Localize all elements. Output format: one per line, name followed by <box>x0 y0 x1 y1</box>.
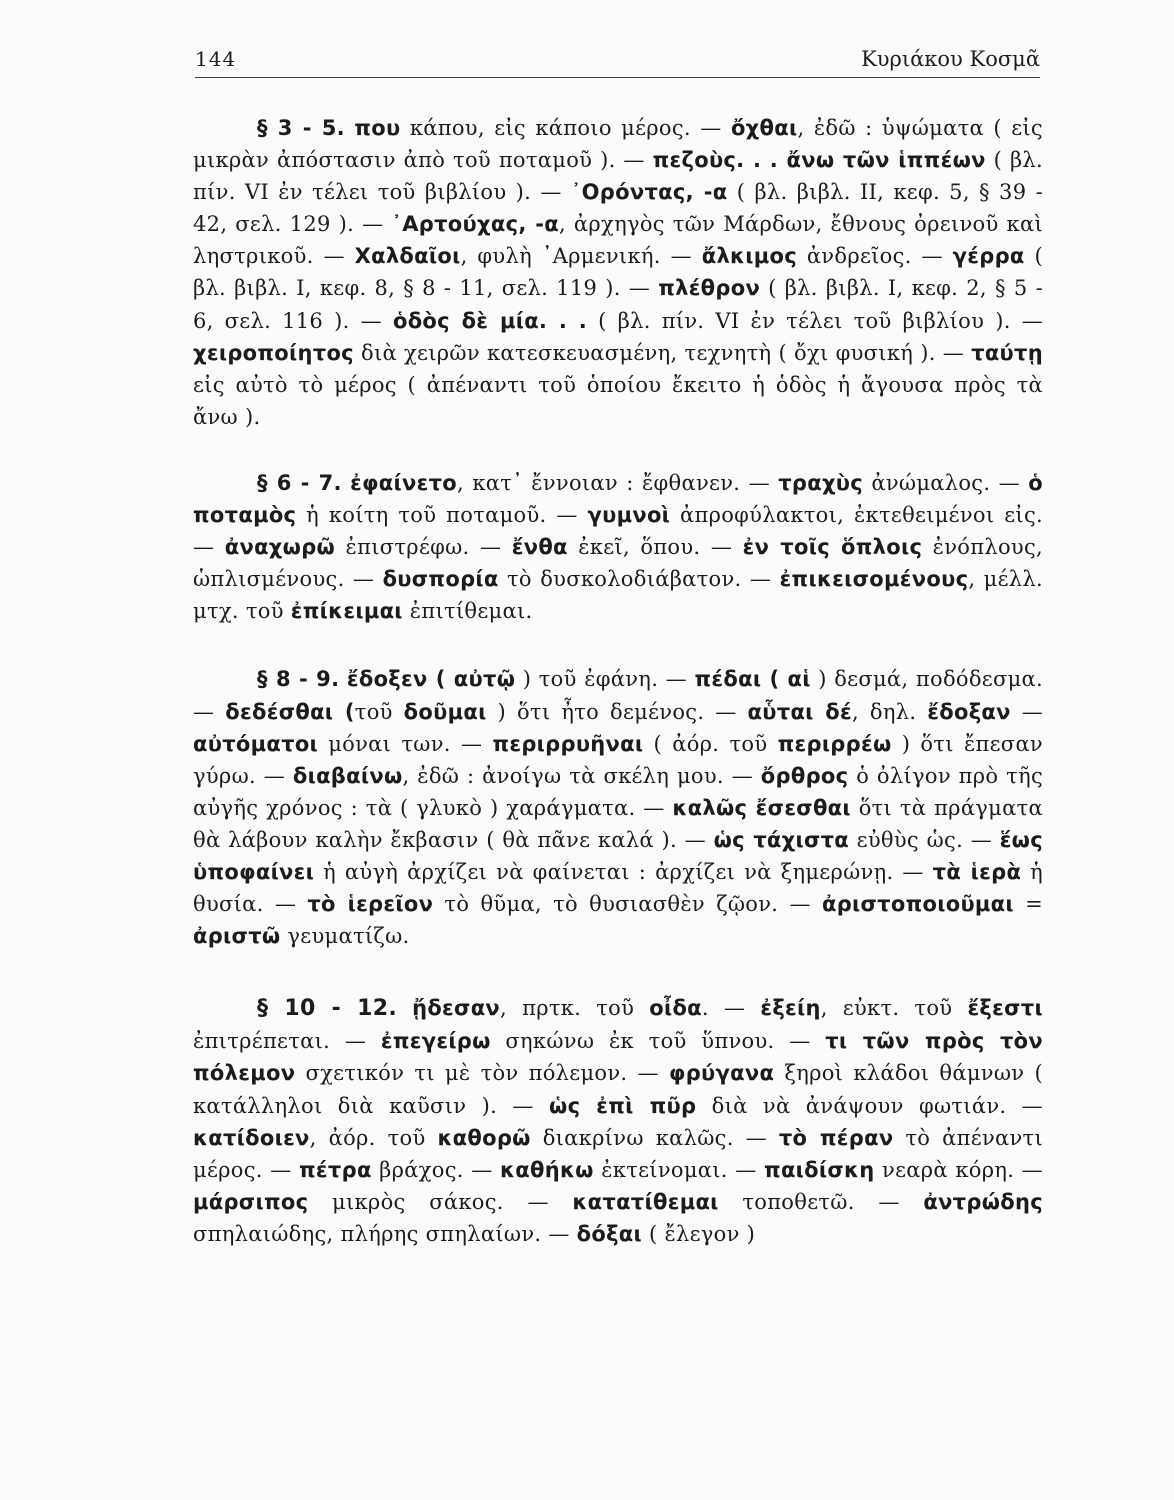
lemma: ὁ ποταμὸς <box>193 470 1043 528</box>
lemma: τὰ ἱερὰ <box>932 859 1022 884</box>
lemma: τραχὺς <box>778 470 864 495</box>
paragraph-section-8-9 <box>193 663 1043 952</box>
lemma: ᾔδεσαν <box>412 996 501 1021</box>
lemma: αὐτόματοι <box>193 731 319 756</box>
gloss: ἐπιστρέφω. — <box>335 535 512 560</box>
gloss: , ἀρχηγὸς τῶν Μάρδων, ἔθνους ὀρεινοῦ καὶ ληστρικοῦ. — <box>193 212 1043 269</box>
gloss: ( ἀόρ. τοῦ <box>643 731 778 756</box>
gloss: ἡ κοίτη τοῦ ποταμοῦ. — <box>296 503 588 528</box>
gloss: εὐθὺς ὡς. — <box>849 827 1000 852</box>
gloss: τοῦ <box>354 699 404 724</box>
gloss: μόναι των. — <box>318 731 493 756</box>
lemma: ἔνθα <box>511 535 568 560</box>
gloss: ἐπιτρέπεται. — <box>193 1029 381 1054</box>
gloss: , φυλὴ ᾿Αρμενική. — <box>460 244 702 269</box>
lemma: χειροποίητος <box>193 340 354 365</box>
lemma: ἔδοξαν <box>927 699 1011 724</box>
gloss: διὰ χειρῶν κατεσκευασμένη, τεχνητὴ ( ὄχι φυσική ). — <box>353 340 972 365</box>
lemma: ἀναχωρῶ <box>224 535 336 560</box>
lemma: μάρσιπος <box>193 1189 309 1214</box>
gloss: , δηλ. <box>851 699 928 724</box>
lemma: ἐφαίνετο <box>350 470 458 495</box>
lemma: δοῦμαι <box>403 699 487 724</box>
gloss: ( βλ. πίν. VI ἐν τέλει τοῦ βιβλίου ). — <box>193 148 1043 205</box>
lemma: ἐπικεισομένους <box>779 567 969 592</box>
commentary-body <box>193 112 1043 1250</box>
lemma: ὡς ἐπὶ πῦρ <box>549 1093 697 1118</box>
gloss: σηκώνω ἐκ τοῦ ὕπνου. — <box>490 1029 826 1054</box>
gloss: ἐπιτίθεμαι. <box>402 599 533 624</box>
lemma: που <box>354 116 401 140</box>
gloss: ἡ αὐγὴ ἀρχίζει νὰ φαίνεται : ἀρχίζει νὰ ξημερώνῃ. — <box>314 859 933 884</box>
lemma: ἀντρώδης <box>923 1189 1043 1214</box>
lemma: ᾿Αρτούχας, -α <box>391 212 559 237</box>
gloss: . — <box>701 996 761 1021</box>
lemma: καθήκω <box>500 1157 594 1182</box>
running-header <box>195 43 1040 78</box>
paragraph-text <box>193 996 1043 1246</box>
gloss: ἀπροφύλακτοι, ἐκτεθειμένοι εἰς. — <box>193 503 1043 560</box>
lemma: ὡς τάχιστα <box>713 827 850 852</box>
lemma: πεζοὺς. . . ἄνω τῶν ἱππέων <box>652 148 986 173</box>
paragraph-section-6-7 <box>193 467 1043 627</box>
lemma: ἀριστοποιοῦμαι <box>821 892 1014 917</box>
gloss: σχετικόν τι μὲ τὸν πόλεμον. — <box>295 1061 669 1086</box>
lemma: ἀριστῶ <box>193 924 281 949</box>
gloss: γευματίζω. <box>280 924 410 949</box>
lemma: ἐν τοῖς ὅπλοις <box>742 535 923 560</box>
lemma: δυσπορία <box>382 567 499 592</box>
gloss: , ἀόρ. τοῦ <box>309 1125 438 1150</box>
lemma: φρύγανα <box>669 1061 775 1086</box>
gloss: εἰς αὐτὸ τὸ μέρος ( ἀπέναντι τοῦ ὁποίου ἔκειτο ἡ ὁδὸς ἡ ἄγουσα πρὸς τὰ ἄνω ). <box>193 372 1043 429</box>
gloss: τὸ ἀπέναντι μέρος. — <box>193 1125 1044 1182</box>
gloss: σπηλαιώδης, πλήρης σπηλαίων. — <box>193 1221 577 1246</box>
lemma: ἐπεγείρω <box>380 1029 491 1054</box>
gloss: ἐκεῖ, ὅπου. — <box>567 535 743 560</box>
lemma: Χαλδαῖοι <box>354 244 461 269</box>
gloss: διὰ νὰ ἀνάψουν φωτιάν. — <box>696 1093 1043 1118</box>
gloss: ) ὅτι ἦτο δεμένος. — <box>486 699 748 724</box>
gloss: νεαρὰ κόρη. — <box>874 1157 1043 1182</box>
page-number: 144 <box>195 47 237 71</box>
lemma: περιρρέω <box>777 731 892 756</box>
gloss: , πρτκ. τοῦ <box>500 996 650 1021</box>
lemma: διαβαίνω <box>292 763 403 788</box>
section-marker: § 6 - 7. <box>257 470 342 495</box>
gloss: τὸ θῦμα, τὸ θυσιασθὲν ζῷον. — <box>433 892 822 917</box>
lemma: παιδίσκη <box>764 1157 875 1182</box>
gloss: ἡ θυσία. — <box>193 859 1044 917</box>
section-marker: § 10 - 12. <box>257 996 397 1022</box>
gloss: ἐκτείνομαι. — <box>593 1157 765 1182</box>
lemma: ἄλκιμος <box>701 244 797 269</box>
lemma: πέδαι ( αἱ <box>694 667 811 692</box>
running-title: Κυριάκου Κοσμᾶ <box>861 47 1040 71</box>
lemma: περιρρυῆναι <box>492 731 644 756</box>
lemma: δόξαι <box>576 1221 642 1246</box>
gloss: , μέλλ. μτχ. τοῦ <box>193 567 1043 624</box>
lemma: ἕως ὑποφαίνει <box>193 827 1043 884</box>
gloss: ἀνδρεῖος. — <box>796 244 953 269</box>
gloss: ) δεσμά, ποδόδεσμα. — <box>193 667 1043 724</box>
lemma: ἐξείη <box>760 996 821 1021</box>
lemma: ἐπίκειμαι <box>290 599 403 624</box>
lemma: γέρρα <box>952 244 1025 269</box>
lemma: καθορῶ <box>437 1125 531 1150</box>
gloss: ἀνώμαλος. — <box>863 470 1029 495</box>
gloss: , ἐδῶ : ὑψώματα ( εἰς μικρὰν ἀπόστασιν ἀπὸ τοῦ ποταμοῦ ). — <box>193 116 1043 173</box>
lemma: γυμνοὶ <box>587 503 671 528</box>
lemma: ὄρθρος <box>760 763 849 788</box>
lemma: ᾿Ορόντας, -α <box>570 180 728 205</box>
lemma: τὸ ἱερεῖον <box>307 892 434 917</box>
gloss: ( βλ. πίν. VI ἐν τέλει τοῦ βιβλίου ). — <box>587 308 1044 333</box>
section-marker: § 8 - 9. <box>257 667 340 692</box>
paragraph-section-3-5 <box>193 112 1043 433</box>
lemma: ὁδὸς δὲ μία. . . <box>392 308 588 333</box>
gloss: μικρὸς σάκος. — <box>308 1189 573 1214</box>
gloss: — <box>1010 699 1044 724</box>
lemma: πέτρα <box>299 1157 372 1182</box>
lemma: τι τῶν πρὸς τὸν πόλεμον <box>193 1029 1043 1086</box>
gloss: , εὐκτ. τοῦ <box>820 996 968 1021</box>
section-marker: § 3 - 5. <box>257 116 345 140</box>
lemma: κατατίθεμαι <box>572 1189 719 1214</box>
lemma: ἔξεστι <box>967 996 1043 1021</box>
lemma: αὗται δέ <box>747 699 852 724</box>
gloss: τοποθετῶ. — <box>718 1189 924 1214</box>
gloss: = <box>1013 892 1043 917</box>
lemma: πλέθρον <box>658 276 761 301</box>
lemma: τὸ πέραν <box>778 1125 894 1150</box>
gloss: διακρίνω καλῶς. — <box>530 1125 779 1150</box>
lemma: δεδέσθαι ( <box>225 699 355 724</box>
gloss: , ἐδῶ : ἀνοίγω τὰ σκέλη μου. — <box>402 763 761 788</box>
lemma: οἶδα <box>649 996 702 1021</box>
gloss: ξηροὶ κλάδοι θάμνων ( κατάλληλοι διὰ καῦσιν ). — <box>193 1061 1043 1118</box>
gloss: τὸ δυσκολοδιάβατον. — <box>498 567 780 592</box>
gloss: ) ὅτι ἔπεσαν γύρω. — <box>193 731 1043 788</box>
lemma: καλῶς ἔσεσθαι <box>672 795 851 820</box>
gloss: ) τοῦ ἐφάνη. — <box>515 667 695 692</box>
lemma: ταύτῃ <box>971 340 1043 365</box>
gloss: ( βλ. βιβλ. II, κεφ. 5, § 39 - 42, σελ. 129 ). — <box>193 180 1043 237</box>
paragraph-text <box>193 116 1043 429</box>
gloss: ὅτι τὰ πράγματα θὰ λάβουν καλὴν ἔκβασιν ( θὰ πᾶνε καλά ). — <box>193 795 1043 852</box>
gloss: ( ἔλεγον ) <box>642 1221 756 1246</box>
lemma: ὄχθαι <box>730 116 798 140</box>
gloss: ( βλ. βιβλ. I, κεφ. 8, § 8 - 11, σελ. 119 ). — <box>193 244 1043 301</box>
gloss: κάπου, εἰς κάποιο μέρος. — <box>400 116 731 140</box>
gloss: βράχος. — <box>371 1157 501 1182</box>
gloss: ( βλ. βιβλ. I, κεφ. 2, § 5 - 6, σελ. 116 ). — <box>193 276 1043 333</box>
lemma: κατίδοιεν <box>193 1125 310 1150</box>
gloss: , κατ᾿ ἔννοιαν : ἔφθανεν. — <box>457 470 779 495</box>
paragraph-section-10-12 <box>193 992 1043 1250</box>
gloss: ἐνόπλους, ὡπλισμένους. — <box>193 535 1044 592</box>
gloss: ὁ ὀλίγον πρὸ τῆς αὐγῆς χρόνος : τὰ ( γλυκὸ ) χαράγματα. — <box>193 763 1044 820</box>
lemma: ἔδοξεν ( αὐτῷ <box>346 667 516 692</box>
paragraph-text <box>193 667 1043 948</box>
